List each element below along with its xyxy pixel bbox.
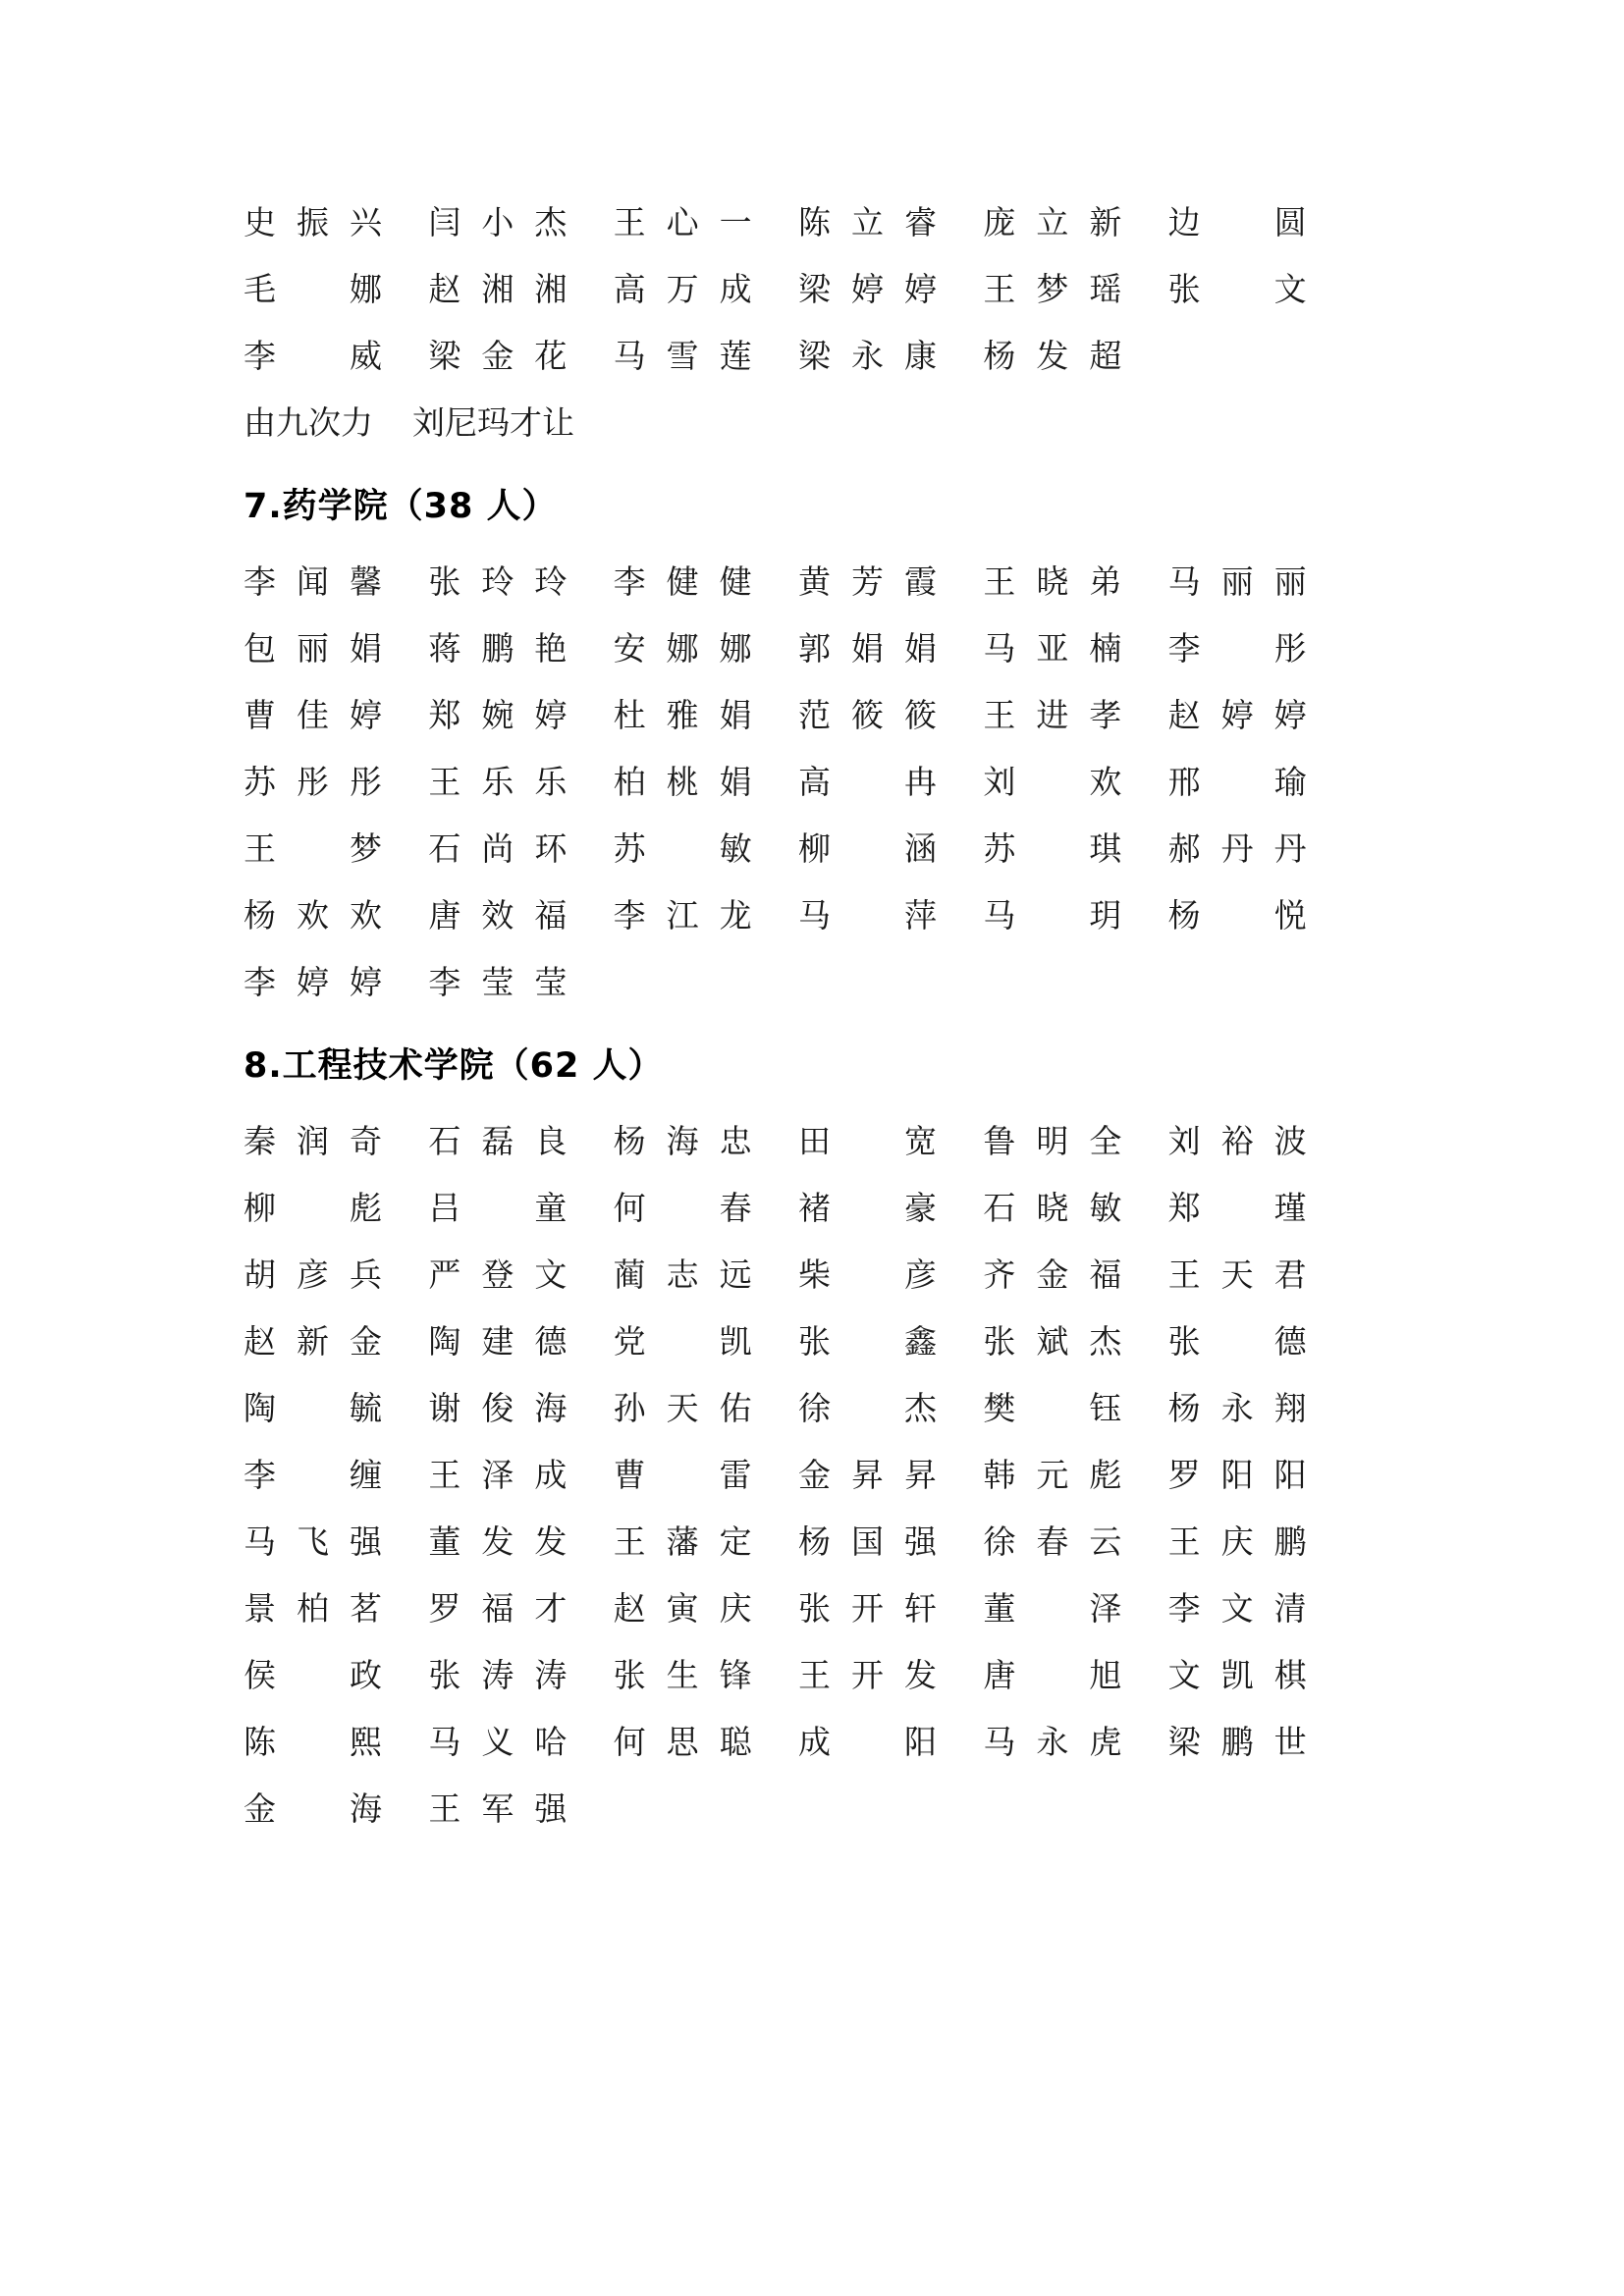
- name-cell: [798, 1316, 983, 1362]
- name-row: [244, 1773, 1353, 1840]
- name-cell: [244, 557, 428, 603]
- name-cell: [428, 1116, 613, 1162]
- student-name: 陶毓: [244, 1388, 382, 1427]
- name-cell: [798, 264, 983, 310]
- student-name: 张鑫: [797, 1321, 937, 1361]
- name-cell: [983, 1450, 1167, 1496]
- name-cell: [614, 1116, 798, 1162]
- student-name: 梁婷婷: [797, 269, 937, 308]
- name-cell: [614, 1450, 798, 1496]
- name-cell: [244, 1183, 428, 1229]
- name-cell: [428, 1383, 613, 1429]
- student-name: 史振兴: [244, 202, 382, 241]
- name-row: [244, 1573, 1353, 1639]
- name-cell: [1168, 264, 1353, 310]
- name-row: [244, 946, 1353, 1013]
- name-cell: [244, 1717, 428, 1763]
- name-cell: [244, 824, 428, 870]
- student-name: 唐旭: [983, 1655, 1122, 1694]
- name-cell: [428, 824, 613, 870]
- name-cell: [983, 331, 1167, 377]
- name-row: [244, 387, 1378, 454]
- student-name: 金昇昇: [797, 1455, 937, 1494]
- name-cell: [428, 957, 613, 1003]
- student-name: 陶建德: [428, 1321, 568, 1361]
- student-name: 马飞强: [244, 1522, 382, 1561]
- student-name: 高冉: [797, 762, 937, 801]
- student-name: 王乐乐: [428, 762, 568, 801]
- student-name: 李威: [244, 336, 382, 375]
- name-cell: [614, 197, 798, 243]
- name-cell: [244, 957, 428, 1003]
- name-cell: [428, 1316, 613, 1362]
- student-name: 罗福才: [428, 1588, 568, 1628]
- name-cell: [614, 824, 798, 870]
- student-name: 董发发: [428, 1522, 568, 1561]
- student-name: 张德: [1167, 1321, 1307, 1361]
- student-name: 刘尼玛才让: [412, 402, 574, 442]
- name-cell: [428, 1517, 613, 1563]
- name-cell: [1168, 1383, 1353, 1429]
- name-cell: [983, 1650, 1167, 1696]
- student-name: 李彤: [1167, 628, 1307, 667]
- student-name: 郝丹丹: [1167, 828, 1307, 868]
- name-cell: [798, 1450, 983, 1496]
- name-cell: [244, 1450, 428, 1496]
- name-cell: [983, 197, 1167, 243]
- name-cell: [614, 1383, 798, 1429]
- name-cell: [244, 690, 428, 736]
- name-row: [244, 1506, 1353, 1573]
- name-cell: [614, 264, 798, 310]
- page-content: [244, 187, 1378, 1843]
- name-cell: [244, 1583, 428, 1629]
- student-name: 杨海忠: [613, 1121, 752, 1160]
- student-name: 严登文: [428, 1255, 568, 1294]
- name-cell: [983, 1183, 1167, 1229]
- name-cell: [983, 1116, 1167, 1162]
- student-name: 杨悦: [1167, 895, 1307, 934]
- name-cell: [1168, 1116, 1353, 1162]
- name-row: [244, 746, 1353, 813]
- student-name: 王进孝: [983, 695, 1122, 734]
- name-cell: [798, 1250, 983, 1296]
- name-cell: [1168, 1517, 1353, 1563]
- student-name: 陈熙: [244, 1722, 382, 1761]
- student-name: 梁永康: [797, 336, 937, 375]
- student-name: 石磊良: [428, 1121, 568, 1160]
- name-cell: [983, 1383, 1167, 1429]
- name-cell: [428, 331, 613, 377]
- name-row: [244, 1172, 1353, 1239]
- name-cell: [983, 1316, 1167, 1362]
- name-cell: [244, 1517, 428, 1563]
- student-name: 谢俊海: [428, 1388, 568, 1427]
- name-group: [244, 1039, 1378, 1840]
- name-cell: [614, 1517, 798, 1563]
- student-name: 张生锋: [613, 1655, 752, 1694]
- name-cell: [244, 1383, 428, 1429]
- student-name: 李婷婷: [244, 962, 382, 1001]
- name-row: [244, 1306, 1353, 1372]
- name-cell: [1168, 1316, 1353, 1362]
- student-name: 赵寅庆: [613, 1588, 752, 1628]
- name-cell: [428, 197, 613, 243]
- name-cell: [798, 757, 983, 803]
- name-cell: [798, 690, 983, 736]
- name-cell: [798, 1583, 983, 1629]
- student-name: 毛娜: [244, 269, 382, 308]
- name-row: [244, 320, 1353, 387]
- student-name: 马雪莲: [613, 336, 752, 375]
- name-cell: [798, 623, 983, 669]
- name-cell: [428, 1450, 613, 1496]
- student-name: 曹雷: [613, 1455, 752, 1494]
- student-name: 郭娟娟: [797, 628, 937, 667]
- name-cell: [1168, 824, 1353, 870]
- student-name: 田宽: [797, 1121, 937, 1160]
- name-cell: [244, 1116, 428, 1162]
- student-name: 王藩定: [613, 1522, 752, 1561]
- name-cell: [244, 1250, 428, 1296]
- name-cell: [614, 1650, 798, 1696]
- student-name: 王梦: [244, 828, 382, 868]
- name-cell: [428, 1250, 613, 1296]
- student-name: 庞立新: [983, 202, 1122, 241]
- student-name: 蔺志远: [613, 1255, 752, 1294]
- name-cell: [1168, 1450, 1353, 1496]
- student-name: 马萍: [797, 895, 937, 934]
- student-name: 张文: [1167, 269, 1307, 308]
- student-name: 苏琪: [983, 828, 1122, 868]
- name-row: [244, 679, 1353, 746]
- student-name: 王天君: [1167, 1255, 1307, 1294]
- name-cell: [983, 623, 1167, 669]
- student-name: 马玥: [983, 895, 1122, 934]
- name-cell: [428, 1784, 613, 1830]
- student-name: 蒋鹏艳: [428, 628, 568, 667]
- name-cell: [614, 623, 798, 669]
- name-cell: [798, 1717, 983, 1763]
- name-row: [244, 813, 1353, 880]
- name-cell: [614, 890, 798, 936]
- student-name: 张斌杰: [983, 1321, 1122, 1361]
- name-cell: [1168, 557, 1353, 603]
- name-cell: [614, 1183, 798, 1229]
- name-cell: [428, 557, 613, 603]
- student-name: 苏敏: [613, 828, 752, 868]
- name-row: [244, 546, 1353, 613]
- name-cell: [983, 757, 1167, 803]
- student-name: 杨国强: [797, 1522, 937, 1561]
- student-name: 王泽成: [428, 1455, 568, 1494]
- student-name: 由九次力: [244, 402, 373, 442]
- name-cell: [614, 1316, 798, 1362]
- student-name: 秦润奇: [244, 1121, 382, 1160]
- name-cell: [1168, 1650, 1353, 1696]
- student-name: 徐春云: [983, 1522, 1122, 1561]
- student-name: 杨发超: [983, 336, 1122, 375]
- name-cell: [798, 1650, 983, 1696]
- student-name: 柴彦: [797, 1255, 937, 1294]
- student-name: 王开发: [797, 1655, 937, 1694]
- student-name: 李文清: [1167, 1588, 1307, 1628]
- name-cell: [983, 690, 1167, 736]
- name-cell: [614, 1250, 798, 1296]
- name-row: [244, 1105, 1353, 1172]
- section-heading: 8.工程技术学院（62 人）: [244, 1046, 664, 1086]
- name-cell: [244, 623, 428, 669]
- name-cell: [983, 890, 1167, 936]
- name-row: [244, 1439, 1353, 1506]
- name-cell: [983, 1250, 1167, 1296]
- name-grid: [244, 546, 1378, 1013]
- student-name: 徐杰: [797, 1388, 937, 1427]
- student-name: 李莹莹: [428, 962, 568, 1001]
- student-name: 唐效福: [428, 895, 568, 934]
- student-name: 张开轩: [797, 1588, 937, 1628]
- name-cell: [983, 1583, 1167, 1629]
- name-cell: [614, 1717, 798, 1763]
- student-name: 安娜娜: [613, 628, 752, 667]
- student-name: 柏桃娟: [613, 762, 752, 801]
- name-cell: [428, 1583, 613, 1629]
- student-name: 边圆: [1167, 202, 1307, 241]
- name-cell: [798, 197, 983, 243]
- name-cell: [428, 757, 613, 803]
- name-cell: [614, 1583, 798, 1629]
- name-cell: [244, 890, 428, 936]
- student-name: 赵婷婷: [1167, 695, 1307, 734]
- student-name: 梁鹏世: [1167, 1722, 1307, 1761]
- student-name: 景柏茗: [244, 1588, 382, 1628]
- student-name: 马丽丽: [1167, 561, 1307, 601]
- student-name: 王晓弟: [983, 561, 1122, 601]
- name-cell: [614, 690, 798, 736]
- student-name: 刘裕波: [1167, 1121, 1307, 1160]
- student-name: 杜雅娟: [613, 695, 752, 734]
- student-name: 陈立睿: [797, 202, 937, 241]
- name-cell: [428, 1183, 613, 1229]
- student-name: 石尚环: [428, 828, 568, 868]
- student-name: 韩元彪: [983, 1455, 1122, 1494]
- student-name: 高万成: [613, 269, 752, 308]
- student-name: 柳涵: [797, 828, 937, 868]
- name-row: [244, 1706, 1353, 1773]
- name-row: [244, 253, 1353, 320]
- name-row: [244, 880, 1353, 946]
- student-name: 成阳: [797, 1722, 937, 1761]
- name-cell: [428, 1717, 613, 1763]
- student-name: 张涛涛: [428, 1655, 568, 1694]
- name-cell: [798, 1517, 983, 1563]
- name-cell: [798, 890, 983, 936]
- name-cell: [428, 623, 613, 669]
- student-name: 包丽娟: [244, 628, 382, 667]
- name-row: [244, 613, 1353, 679]
- name-cell: [244, 757, 428, 803]
- name-cell: [983, 824, 1167, 870]
- student-name: 杨永翔: [1167, 1388, 1307, 1427]
- student-name: 党凯: [613, 1321, 752, 1361]
- student-name: 石晓敏: [983, 1188, 1122, 1227]
- name-cell: [1168, 1717, 1353, 1763]
- student-name: 杨欢欢: [244, 895, 382, 934]
- name-cell: [244, 1316, 428, 1362]
- name-cell: [428, 890, 613, 936]
- name-cell: [983, 1717, 1167, 1763]
- student-name: 董泽: [983, 1588, 1122, 1628]
- student-name: 王庆鹏: [1167, 1522, 1307, 1561]
- student-name: 王军强: [428, 1789, 568, 1828]
- student-name: 胡彦兵: [244, 1255, 382, 1294]
- name-cell: [1168, 1583, 1353, 1629]
- student-name: 闫小杰: [428, 202, 568, 241]
- name-cell: [983, 1517, 1167, 1563]
- name-group: [244, 479, 1378, 1013]
- name-cell: [244, 1784, 428, 1830]
- student-name: 刘欢: [983, 762, 1122, 801]
- name-cell: [798, 331, 983, 377]
- student-name: 苏彤彤: [244, 762, 382, 801]
- student-name: 侯政: [244, 1655, 382, 1694]
- section-heading: 7.药学院（38 人）: [244, 487, 558, 526]
- name-cell: [1168, 1183, 1353, 1229]
- student-name: 马义哈: [428, 1722, 568, 1761]
- name-cell: [428, 1650, 613, 1696]
- name-cell: [244, 331, 428, 377]
- name-cell: [244, 264, 428, 310]
- student-name: 鲁明全: [983, 1121, 1122, 1160]
- name-cell: [1168, 197, 1353, 243]
- name-cell: [798, 1116, 983, 1162]
- name-cell: [244, 1650, 428, 1696]
- student-name: 齐金福: [983, 1255, 1122, 1294]
- student-name: 罗阳阳: [1167, 1455, 1307, 1494]
- student-name: 李健健: [613, 561, 752, 601]
- name-row: [244, 1239, 1353, 1306]
- student-name: 李江龙: [613, 895, 752, 934]
- student-name: 何春: [613, 1188, 752, 1227]
- student-name: 马永虎: [983, 1722, 1122, 1761]
- name-cell: [798, 557, 983, 603]
- student-name: 马亚楠: [983, 628, 1122, 667]
- student-name: 张玲玲: [428, 561, 568, 601]
- name-cell: [1168, 890, 1353, 936]
- name-cell: [614, 757, 798, 803]
- student-name: 王心一: [613, 202, 752, 241]
- student-name: 吕童: [428, 1188, 568, 1227]
- student-name: 邢瑜: [1167, 762, 1307, 801]
- student-name: 柳彪: [244, 1188, 382, 1227]
- student-name: 赵新金: [244, 1321, 382, 1361]
- name-cell: [798, 1183, 983, 1229]
- name-cell: [614, 557, 798, 603]
- student-name: 金海: [244, 1789, 382, 1828]
- student-name: 梁金花: [428, 336, 568, 375]
- student-name: 樊钰: [983, 1388, 1122, 1427]
- name-grid: [244, 1105, 1378, 1840]
- student-name: 李闻馨: [244, 561, 382, 601]
- student-name: 赵湘湘: [428, 269, 568, 308]
- student-name: 孙天佑: [613, 1388, 752, 1427]
- student-name: 黄芳霞: [797, 561, 937, 601]
- name-row: [244, 1372, 1353, 1439]
- name-row: [244, 1639, 1353, 1706]
- student-name: 何思聪: [613, 1722, 752, 1761]
- student-name: 文凯棋: [1167, 1655, 1307, 1694]
- name-cell: [798, 824, 983, 870]
- name-cell: [1168, 623, 1353, 669]
- student-name: 褚豪: [797, 1188, 937, 1227]
- student-name: 郑瑾: [1167, 1188, 1307, 1227]
- name-cell: [1168, 1250, 1353, 1296]
- name-cell: [428, 264, 613, 310]
- name-row: [244, 187, 1353, 253]
- student-name: 曹佳婷: [244, 695, 382, 734]
- name-grid: [244, 187, 1378, 454]
- name-cell: [983, 557, 1167, 603]
- name-group: [244, 187, 1378, 454]
- name-cell: [983, 264, 1167, 310]
- student-name: 范筱筱: [797, 695, 937, 734]
- student-name: 郑婉婷: [428, 695, 568, 734]
- name-cell: [614, 331, 798, 377]
- name-cell: [1168, 690, 1353, 736]
- name-cell: [244, 197, 428, 243]
- name-cell: [1168, 757, 1353, 803]
- name-cell: [798, 1383, 983, 1429]
- name-cell: [428, 690, 613, 736]
- student-name: 李缠: [244, 1455, 382, 1494]
- student-name: 王梦瑶: [983, 269, 1122, 308]
